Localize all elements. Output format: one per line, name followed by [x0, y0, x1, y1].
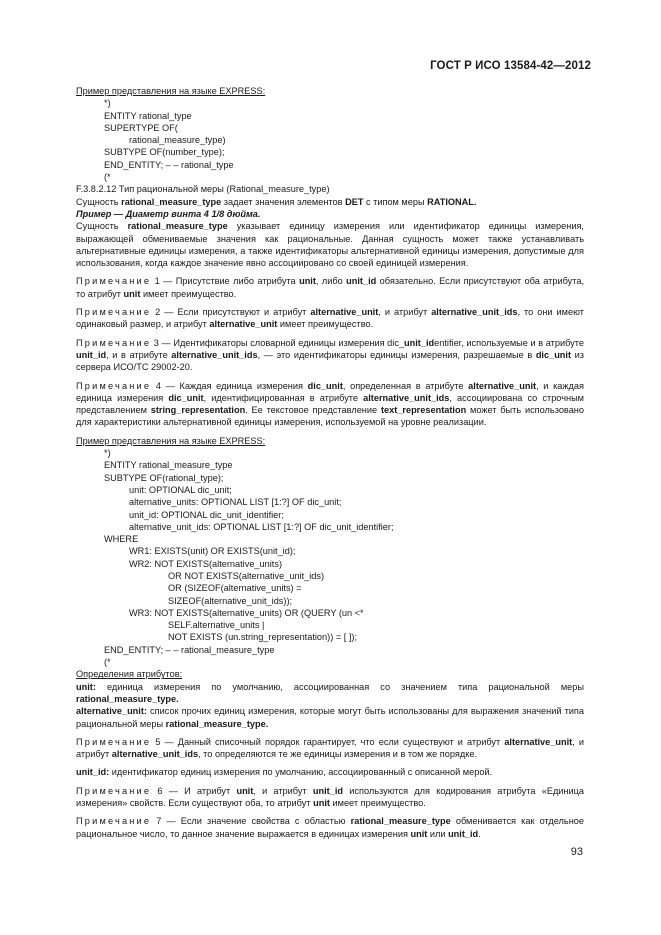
- term: unit_id:: [76, 767, 110, 778]
- text: , либо: [315, 276, 347, 287]
- code-line: (*: [104, 657, 111, 668]
- note-label: Примечание: [76, 816, 152, 827]
- document-header: ГОСТ Р ИСО 13584-42—2012: [430, 60, 591, 72]
- code-line: unit: OPTIONAL dic_unit;: [129, 484, 232, 495]
- text: из сервера ИСО/ТС 29002-20.: [76, 349, 584, 373]
- text: с типом меры: [363, 196, 428, 207]
- term: alternative_unit:: [76, 706, 147, 717]
- term: rational_measure_type: [121, 196, 222, 207]
- text: . Ее текстовое представление: [245, 405, 381, 416]
- text: , и атрибут: [378, 307, 432, 318]
- term: rational_measure_type.: [76, 693, 179, 704]
- express-code-block-2: [76, 447, 584, 668]
- text: , то они имеют одинаковый размер, и атрибут: [76, 307, 585, 330]
- code-line: rational_measure_type): [129, 135, 226, 146]
- entity-definition-line: [76, 196, 584, 208]
- code-line: ENTITY rational_measure_type: [104, 460, 233, 471]
- section-title: F.3.8.2.12 Тип рациональной меры (Rational_measure_type): [76, 184, 330, 195]
- term: alternative_unit_ids: [363, 392, 450, 403]
- express-code-block-1: [76, 97, 584, 183]
- text: или: [427, 828, 449, 839]
- term: unit_id: [448, 828, 479, 839]
- text: , и атрибут: [253, 785, 313, 796]
- text: идентификатор единиц измерения по умолчанию, ассоциированный с описанной мерой.: [109, 767, 493, 778]
- term: unit_id: [312, 785, 344, 796]
- term: DET: [345, 196, 364, 207]
- note-label: Примечание: [76, 337, 152, 348]
- term: unit: [123, 288, 141, 299]
- text: имеет преимущество.: [140, 288, 237, 299]
- code-line: ENTITY rational_type: [104, 110, 192, 121]
- term: alternative_unit: [209, 319, 278, 330]
- term: alternative_unit: [504, 736, 573, 747]
- code-line: *): [104, 98, 111, 109]
- note-label: Примечание: [76, 736, 152, 747]
- term: RATIONAL.: [427, 196, 477, 207]
- code-line: SELF.alternative_units |: [168, 620, 265, 631]
- text: имеет преимущество.: [277, 319, 374, 330]
- code-line: WHERE: [104, 534, 139, 545]
- code-line: unit_id: OPTIONAL dic_unit_identifier;: [129, 509, 284, 520]
- term: dic_unit: [168, 392, 204, 403]
- text: 1 — Присутствие либо атрибута: [151, 276, 300, 287]
- text: может быть использовано для характеристики альтернативной единицы измерения, используемой на уровне реализации.: [76, 405, 584, 428]
- term: unit: [236, 785, 254, 796]
- note-label: Примечание: [76, 307, 152, 318]
- code-line: END_ENTITY; – – rational_measure_type: [104, 644, 275, 655]
- text: используются для кодирования атрибута «Единица измерения» свойств. Если существуют оба, то атрибут: [76, 785, 585, 809]
- text: , ассоциирована со строчным представлением: [76, 392, 584, 416]
- definition-unit: [76, 681, 584, 706]
- paragraph-description: [76, 220, 584, 269]
- note-label: Примечание: [76, 276, 152, 287]
- note-6: [76, 785, 584, 810]
- text: задает значения элементов: [221, 196, 346, 207]
- note-label: Примечание: [76, 380, 152, 391]
- text: 7 — Если значение свойства с областью: [151, 816, 351, 827]
- term: dic_unit: [307, 380, 343, 391]
- code-line: END_ENTITY; – – rational_type: [104, 159, 234, 170]
- text: , и атрибут: [76, 736, 584, 760]
- express-example-heading-2: Пример представления на языке EXPRESS:: [76, 435, 266, 446]
- text: имеет преимущество.: [329, 798, 426, 809]
- term: unit: [410, 828, 428, 839]
- code-line: OR (SIZEOF(alternative_units) =: [168, 583, 302, 594]
- text: , и каждая единица измерения: [76, 380, 585, 403]
- term: unit:: [76, 681, 96, 692]
- term: unit_id: [76, 349, 107, 360]
- express-example-heading: Пример представления на языке EXPRESS:: [76, 86, 266, 96]
- text: 4 — Каждая единица измерения: [151, 380, 308, 391]
- code-line: SIZEOF(alternative_unit_ids));: [168, 595, 293, 606]
- code-line: *): [104, 448, 111, 459]
- term: unit_id: [346, 276, 377, 287]
- note-4: [76, 380, 584, 429]
- note-7: [76, 815, 584, 840]
- text: Сущность: [76, 196, 122, 207]
- term: alternative_unit: [468, 380, 537, 391]
- code-line: SUBTYPE OF(rational_type);: [104, 472, 224, 483]
- term: text_representation: [380, 405, 467, 416]
- term: rational_measure_type: [350, 816, 451, 827]
- text: , идентифицированная в атрибуте: [203, 392, 364, 403]
- attribute-definitions-heading: Определения атрибутов:: [76, 669, 183, 680]
- code-line: SUPERTYPE OF(: [104, 122, 178, 133]
- code-line: WR3: NOT EXISTS(alternative_units) OR (QUERY (un <*: [129, 607, 364, 618]
- note-2: [76, 306, 584, 331]
- term: rational_measure_type.: [165, 718, 269, 729]
- note-3: [76, 337, 584, 374]
- note-1: [76, 275, 584, 300]
- text: , определенная в атрибуте: [342, 380, 469, 391]
- text: список прочих единиц измерения, которые могут быть использованы для выражения значений типа рациональной меры: [76, 706, 584, 729]
- text: 2 — Если присутствуют и атрибут: [151, 307, 311, 318]
- term: string_representation: [150, 405, 246, 416]
- code-line: (*: [104, 172, 111, 183]
- text: , и в атрибуте: [106, 349, 172, 360]
- text: указывает единицу измерения или идентификатор единицы измерения, выражающей обмениваемые значения как рациональные. Данная сущность может также устанавливать альтернативные единицы измерения, а также идентификаторы альтернативной единицы измерения, допустимые для использования, когда каждое значение явно ассоциировано со своей единицей измерения.: [76, 221, 584, 269]
- text: , — это идентификаторы единицы измерения, разрешаемые в: [257, 349, 536, 360]
- code-line: alternative_unit_ids: OPTIONAL LIST [1:?] OF dic_unit_identifier;: [129, 521, 394, 532]
- term: alternative_unit_ids: [111, 749, 199, 760]
- term: dic_unit: [535, 349, 572, 360]
- term: alternative_unit_ids: [171, 349, 258, 360]
- code-line: WR1: EXISTS(unit) OR EXISTS(unit_id);: [129, 546, 296, 557]
- page-content: [76, 85, 584, 840]
- example-line: Пример — Диаметр винта 4 1/8 дюйма.: [76, 208, 261, 219]
- text: entifier, используемые и в атрибуте: [434, 337, 584, 348]
- term: unit_id: [404, 337, 435, 348]
- text: обязательно. Если присутствуют оба атрибута, то атрибут: [76, 276, 585, 299]
- code-line: SUBTYPE OF(number_type);: [104, 147, 225, 158]
- term: unit: [299, 276, 316, 287]
- text: обменивается как отдельное рациональное число, то данное значение выражается в единицах измерения: [76, 816, 584, 839]
- page-number: 93: [570, 846, 583, 858]
- code-line: OR NOT EXISTS(alternative_unit_ids): [168, 570, 325, 581]
- definition-alternative-unit: [76, 705, 584, 730]
- text: 5 — Данный списочный порядок гарантирует, что если существуют и атрибут: [151, 736, 505, 747]
- code-line: NOT EXISTS (un.string_representation)) = [ ]);: [168, 632, 358, 643]
- definition-unit-id: [76, 766, 584, 778]
- text: 6 — И атрибут: [151, 785, 237, 796]
- term: unit: [313, 798, 330, 809]
- text: Сущность: [76, 221, 128, 232]
- text: единица измерения по умолчанию, ассоциированная со значением типа рациональной меры: [95, 681, 584, 692]
- term: alternative_unit_ids: [431, 307, 518, 318]
- text: 3 — Идентификаторы словарной единицы измерения dic_: [151, 337, 405, 348]
- note-label: Примечание: [76, 785, 152, 796]
- term: rational_measure_type: [127, 221, 228, 232]
- note-5: [76, 736, 584, 761]
- text: , то определяются те же единицы измерения и в том же порядке.: [198, 749, 478, 760]
- code-line: alternative_units: OPTIONAL LIST [1:?] OF dic_unit;: [129, 497, 342, 508]
- code-line: WR2: NOT EXISTS(alternative_units): [129, 558, 283, 569]
- text: .: [478, 828, 481, 839]
- term: alternative_unit: [310, 307, 379, 318]
